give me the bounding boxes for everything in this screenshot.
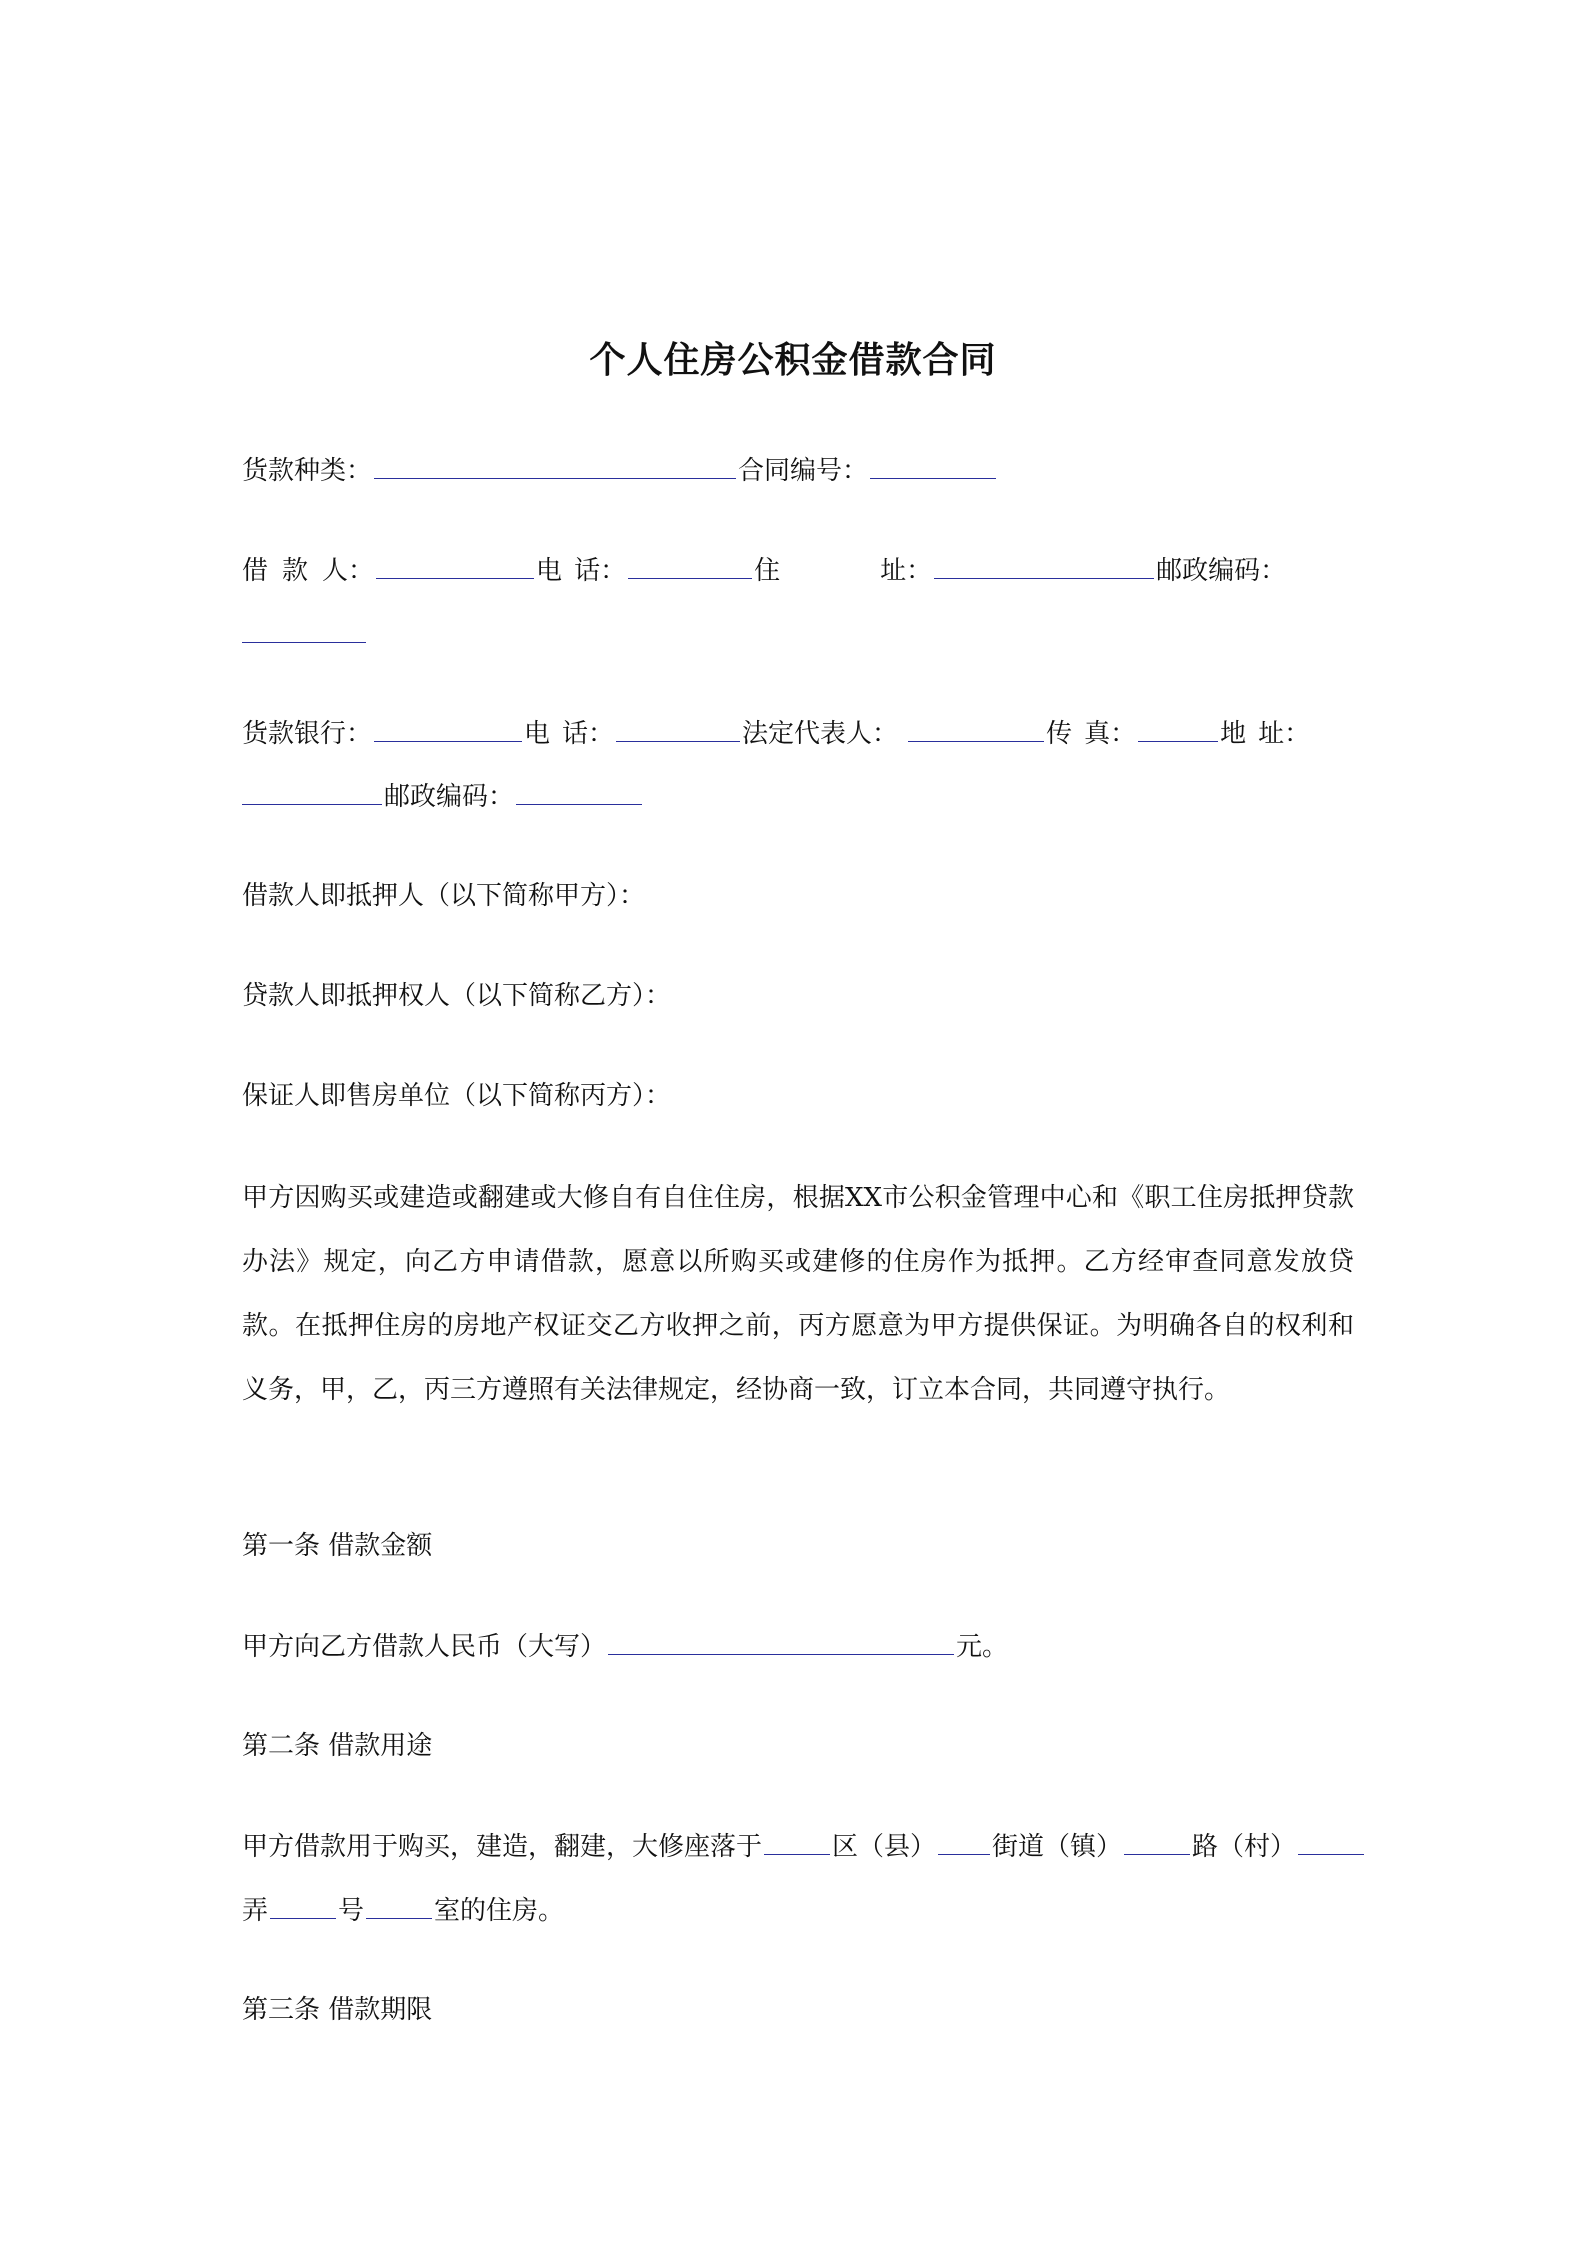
borrower-phone-blank[interactable] bbox=[628, 552, 752, 579]
bank-fax-label-1: 传 bbox=[1046, 719, 1073, 749]
loan-type-blank[interactable] bbox=[374, 452, 736, 479]
article2-text-5: 弄 bbox=[242, 1896, 269, 1926]
borrower-postcode-row bbox=[242, 616, 1351, 653]
article1-text-after: 元。 bbox=[956, 1632, 1009, 1662]
article2-heading: 第二条 借款用途 bbox=[242, 1731, 433, 1761]
party-c: 保证人即售房单位（以下简称丙方）： bbox=[242, 1081, 672, 1111]
article2-text-7: 室的住房。 bbox=[434, 1896, 565, 1926]
bank-addr-label-1: 地 bbox=[1220, 719, 1247, 749]
borrower-name-blank[interactable] bbox=[376, 552, 534, 579]
borrower-addr-label-2: 址： bbox=[880, 556, 933, 586]
contract-no-blank[interactable] bbox=[870, 452, 996, 479]
article1-text-before: 甲方向乙方借款人民币（大写） bbox=[242, 1632, 607, 1662]
intro-paragraph: 甲方因购买或建造或翻建或大修自有自住住房，根据XX市公积金管理中心和《职工住房抵押贷款办法》规定，向乙方申请借款，愿意以所购买或建修的住房作为抵押。乙方经审查同意发放贷款。在抵押住房的房地产权证交乙方收押之前，丙方愿意为甲方提供保证。为明确各自的权利和义务，甲，乙，丙三方遵照有关法律规定，经协商一致，订立本合同，共同遵守执行。 bbox=[242, 1183, 1354, 1405]
bank-phone-label-1: 电 bbox=[524, 719, 551, 749]
bank-row bbox=[242, 715, 1351, 752]
contract-no-label: 合同编号： bbox=[738, 456, 869, 486]
article1-text bbox=[242, 1628, 1351, 1665]
article2-text-6: 号 bbox=[338, 1896, 365, 1926]
bank-row-cont bbox=[242, 778, 1351, 815]
loan-amount-blank[interactable] bbox=[608, 1628, 954, 1655]
article2-text-2: 区（县） bbox=[832, 1832, 937, 1862]
borrower-postcode-blank[interactable] bbox=[242, 616, 366, 643]
bank-postcode-blank[interactable] bbox=[516, 778, 642, 805]
borrower-row bbox=[242, 552, 1351, 589]
borrower-addr-label-1: 住 bbox=[754, 556, 781, 586]
bank-phone-label-2: 话： bbox=[562, 719, 615, 749]
loan-type-row bbox=[242, 452, 1351, 489]
article2-text-4: 路（村） bbox=[1192, 1832, 1297, 1862]
borrower-label-2: 款 bbox=[282, 556, 309, 586]
article1-heading: 第一条 借款金额 bbox=[242, 1531, 433, 1561]
document-title: 个人住房公积金借款合同 bbox=[589, 339, 997, 381]
article2-text-line2 bbox=[242, 1892, 1351, 1929]
borrower-label-3: 人： bbox=[322, 556, 375, 586]
borrower-phone-label-2: 话： bbox=[574, 556, 627, 586]
borrower-postcode-label: 邮政编码： bbox=[1156, 556, 1287, 586]
loan-type-label: 货款种类： bbox=[242, 456, 373, 486]
party-b: 贷款人即抵押权人（以下简称乙方）： bbox=[242, 981, 672, 1011]
bank-label: 货款银行： bbox=[242, 719, 373, 749]
bank-rep-label: 法定代表人： bbox=[742, 719, 899, 749]
district-blank[interactable] bbox=[764, 1828, 830, 1855]
borrower-phone-label-1: 电 bbox=[536, 556, 563, 586]
article2-text-line1 bbox=[242, 1828, 1351, 1865]
room-blank[interactable] bbox=[366, 1892, 432, 1919]
bank-addr-label-2: 址： bbox=[1258, 719, 1311, 749]
bank-postcode-label: 邮政编码： bbox=[384, 782, 515, 812]
bank-addr-blank[interactable] bbox=[242, 778, 382, 805]
bank-fax-label-2: 真： bbox=[1084, 719, 1137, 749]
article3-heading: 第三条 借款期限 bbox=[242, 1995, 433, 2025]
street-blank[interactable] bbox=[938, 1828, 990, 1855]
bank-fax-blank[interactable] bbox=[1138, 715, 1218, 742]
bank-rep-blank[interactable] bbox=[908, 715, 1044, 742]
bank-name-blank[interactable] bbox=[374, 715, 522, 742]
road-blank[interactable] bbox=[1124, 1828, 1190, 1855]
lane-blank[interactable] bbox=[1298, 1828, 1364, 1855]
bank-phone-blank[interactable] bbox=[616, 715, 740, 742]
article2-text-1: 甲方借款用于购买，建造，翻建，大修座落于 bbox=[242, 1832, 763, 1862]
article2-text-3: 街道（镇） bbox=[992, 1832, 1123, 1862]
borrower-addr-blank[interactable] bbox=[934, 552, 1154, 579]
number-blank[interactable] bbox=[270, 1892, 336, 1919]
party-a: 借款人即抵押人（以下简称甲方）： bbox=[242, 881, 646, 911]
borrower-label-1: 借 bbox=[242, 556, 269, 586]
